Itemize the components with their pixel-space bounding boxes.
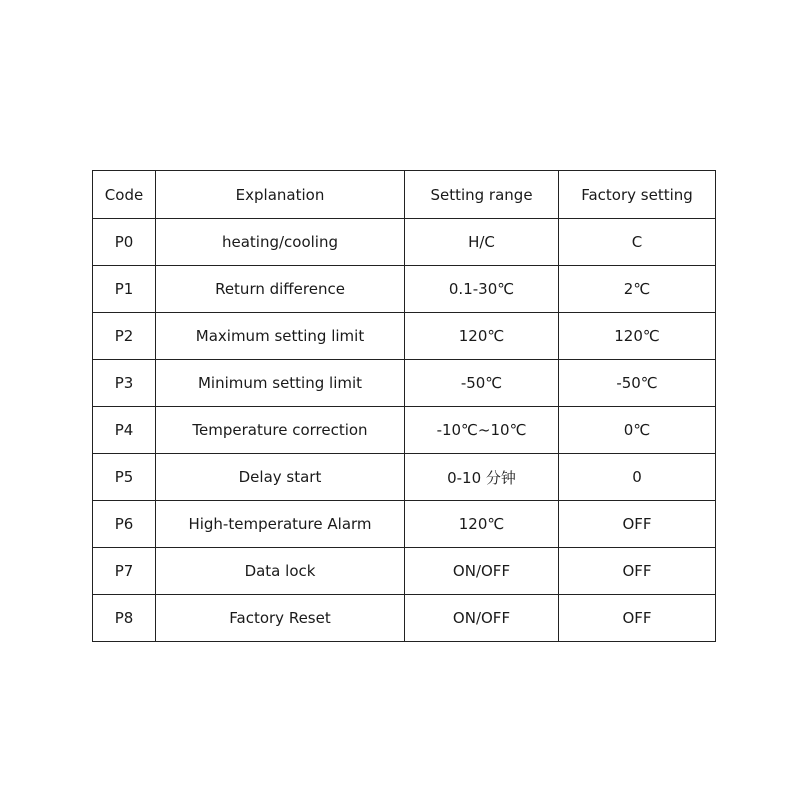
table-row [93, 360, 716, 407]
header-code: Code [93, 171, 156, 219]
cell-factory-setting: 120℃ [559, 313, 716, 360]
cell-factory-setting: OFF [559, 595, 716, 642]
cell-code: P5 [93, 454, 156, 501]
cell-explanation: Factory Reset [156, 595, 405, 642]
table-row [93, 548, 716, 595]
table-row [93, 219, 716, 266]
cell-explanation: Return difference [156, 266, 405, 313]
header-factory-setting: Factory setting [559, 171, 716, 219]
cell-setting-range: H/C [405, 219, 559, 266]
table-row [93, 501, 716, 548]
cell-setting-range: 120℃ [405, 313, 559, 360]
cell-code: P4 [93, 407, 156, 454]
cell-setting-range: ON/OFF [405, 548, 559, 595]
cell-code: P8 [93, 595, 156, 642]
header-row [93, 171, 716, 219]
cell-setting-range: 0-10 分钟 [405, 454, 559, 501]
header-explanation: Explanation [156, 171, 405, 219]
cell-explanation: High-temperature Alarm [156, 501, 405, 548]
cell-setting-range: -10℃~10℃ [405, 407, 559, 454]
cell-code: P0 [93, 219, 156, 266]
cell-code: P6 [93, 501, 156, 548]
cell-explanation: Data lock [156, 548, 405, 595]
cell-setting-range: 0.1-30℃ [405, 266, 559, 313]
cell-explanation: Delay start [156, 454, 405, 501]
cell-factory-setting: 0 [559, 454, 716, 501]
table-row [93, 454, 716, 501]
cell-explanation: Maximum setting limit [156, 313, 405, 360]
cell-explanation: heating/cooling [156, 219, 405, 266]
cell-code: P1 [93, 266, 156, 313]
cell-code: P3 [93, 360, 156, 407]
table-row [93, 266, 716, 313]
cell-code: P7 [93, 548, 156, 595]
cell-factory-setting: -50℃ [559, 360, 716, 407]
cell-factory-setting: 0℃ [559, 407, 716, 454]
parameter-table [92, 170, 716, 642]
cell-setting-range: 120℃ [405, 501, 559, 548]
table-row [93, 313, 716, 360]
table-row [93, 407, 716, 454]
cell-factory-setting: C [559, 219, 716, 266]
cell-setting-range: -50℃ [405, 360, 559, 407]
cell-factory-setting: 2℃ [559, 266, 716, 313]
cell-explanation: Minimum setting limit [156, 360, 405, 407]
cell-factory-setting: OFF [559, 501, 716, 548]
header-setting-range: Setting range [405, 171, 559, 219]
cell-explanation: Temperature correction [156, 407, 405, 454]
cell-setting-range: ON/OFF [405, 595, 559, 642]
cell-factory-setting: OFF [559, 548, 716, 595]
cell-code: P2 [93, 313, 156, 360]
table-row [93, 595, 716, 642]
